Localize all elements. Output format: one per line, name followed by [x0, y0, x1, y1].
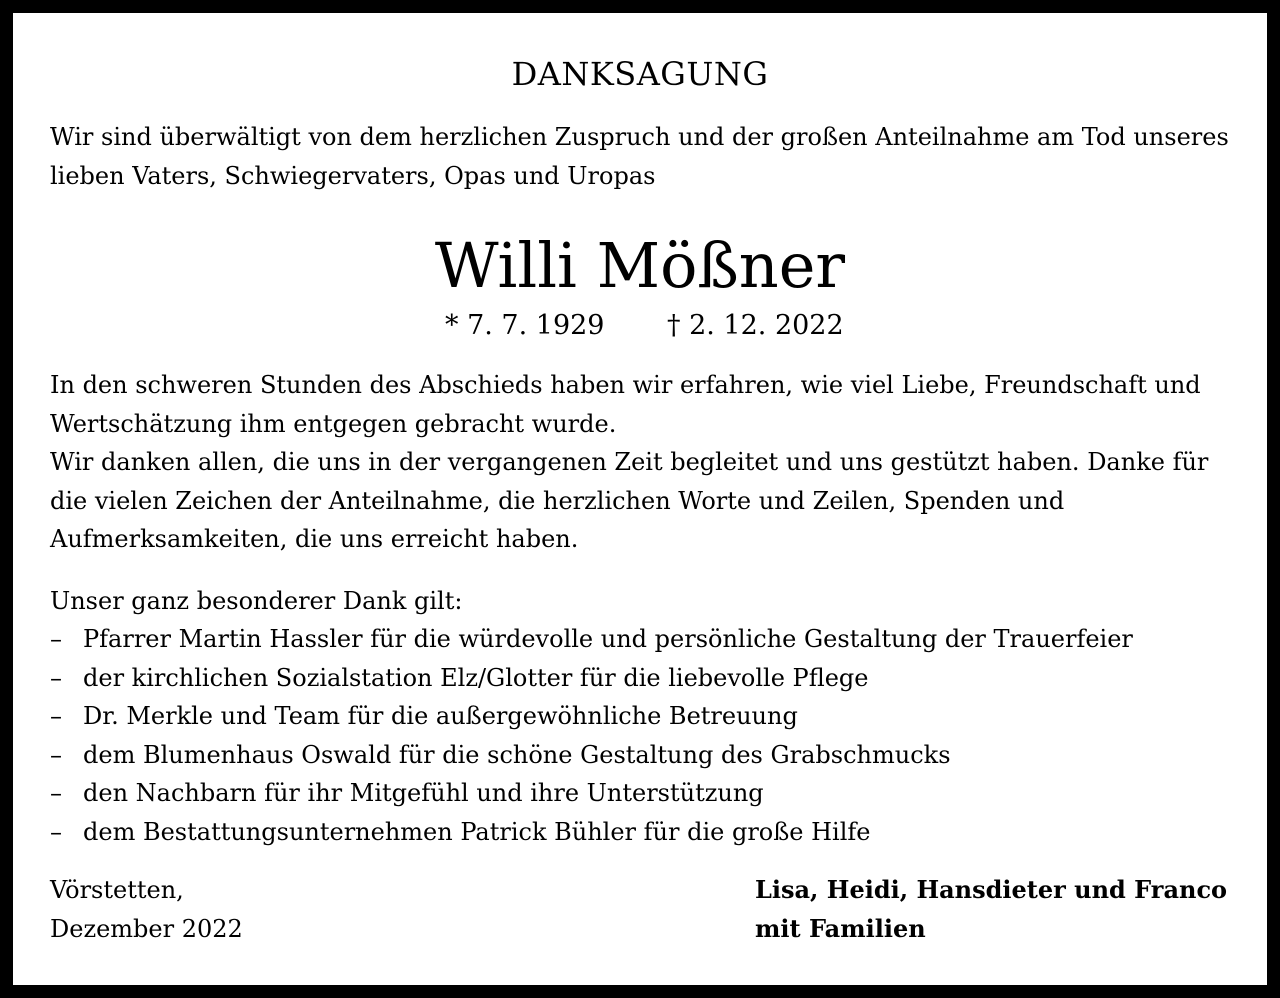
- life-dates: [0, 306, 1280, 346]
- dash-bullet: –: [50, 740, 62, 769]
- list-item: [50, 697, 1235, 736]
- thanks-list: [50, 620, 1235, 851]
- list-item: [50, 736, 1235, 775]
- list-item-text: den Nachbarn für ihr Mitgefühl und ihre Unterstützung: [83, 779, 764, 807]
- list-item-text: dem Blumenhaus Oswald für die schöne Gestaltung des Grabschmucks: [83, 740, 951, 769]
- deceased-name: Willi Mößner: [434, 229, 846, 302]
- birth-date: * 7. 7. 1929: [445, 310, 605, 341]
- intro-paragraph: Wir sind überwältigt von dem herzlichen Zuspruch und der großen Anteilnahme am Tod unseres lieben Vaters, Schwiegervaters, Opas und Uropas: [50, 123, 1229, 190]
- thanks-title: Unser ganz besonderer Dank gilt:: [50, 587, 463, 615]
- list-item-text: dem Bestattungsunternehmen Patrick Bühler für die große Hilfe: [83, 817, 871, 846]
- body-paragraph-1: In den schweren Stunden des Abschieds haben wir erfahren, wie viel Liebe, Freundschaft und Wertschätzung ihm entgegen gebracht wurde.: [50, 371, 1201, 438]
- notice-date: Dezember 2022: [50, 914, 243, 943]
- signers-names: Lisa, Heidi, Hansdieter und Franco: [755, 875, 1228, 904]
- body-paragraph-2: Wir danken allen, die uns in der vergangenen Zeit begleitet und uns gestützt haben. Danke für die vielen Zeichen der Anteilnahme, die herzlichen Worte und Zeilen, Spenden und Aufmerksamkeiten, die uns erreicht haben.: [50, 448, 1209, 553]
- dash-bullet: –: [50, 779, 62, 807]
- dash-bullet: –: [50, 625, 62, 653]
- list-item: [50, 620, 1235, 659]
- signers: [755, 871, 1227, 948]
- death-date: † 2. 12. 2022: [667, 310, 844, 341]
- signers-families: mit Familien: [755, 913, 926, 943]
- list-item: [50, 774, 1235, 813]
- list-item-text: Dr. Merkle und Team für die außergewöhnliche Betreuung: [83, 702, 798, 730]
- list-item: [50, 813, 1235, 852]
- dash-bullet: –: [50, 663, 62, 692]
- dash-bullet: –: [50, 702, 62, 730]
- list-item: [50, 659, 1235, 698]
- list-item-text: Pfarrer Martin Hassler für die würdevolle und persönliche Gestaltung der Trauerfeier: [83, 625, 1133, 653]
- notice-heading: DANKSAGUNG: [511, 55, 769, 93]
- place-and-date: [50, 871, 243, 948]
- place-name: Vörstetten,: [50, 876, 184, 904]
- list-item-text: der kirchlichen Sozialstation Elz/Glotter für die liebevolle Pflege: [83, 663, 869, 692]
- dash-bullet: –: [50, 817, 62, 846]
